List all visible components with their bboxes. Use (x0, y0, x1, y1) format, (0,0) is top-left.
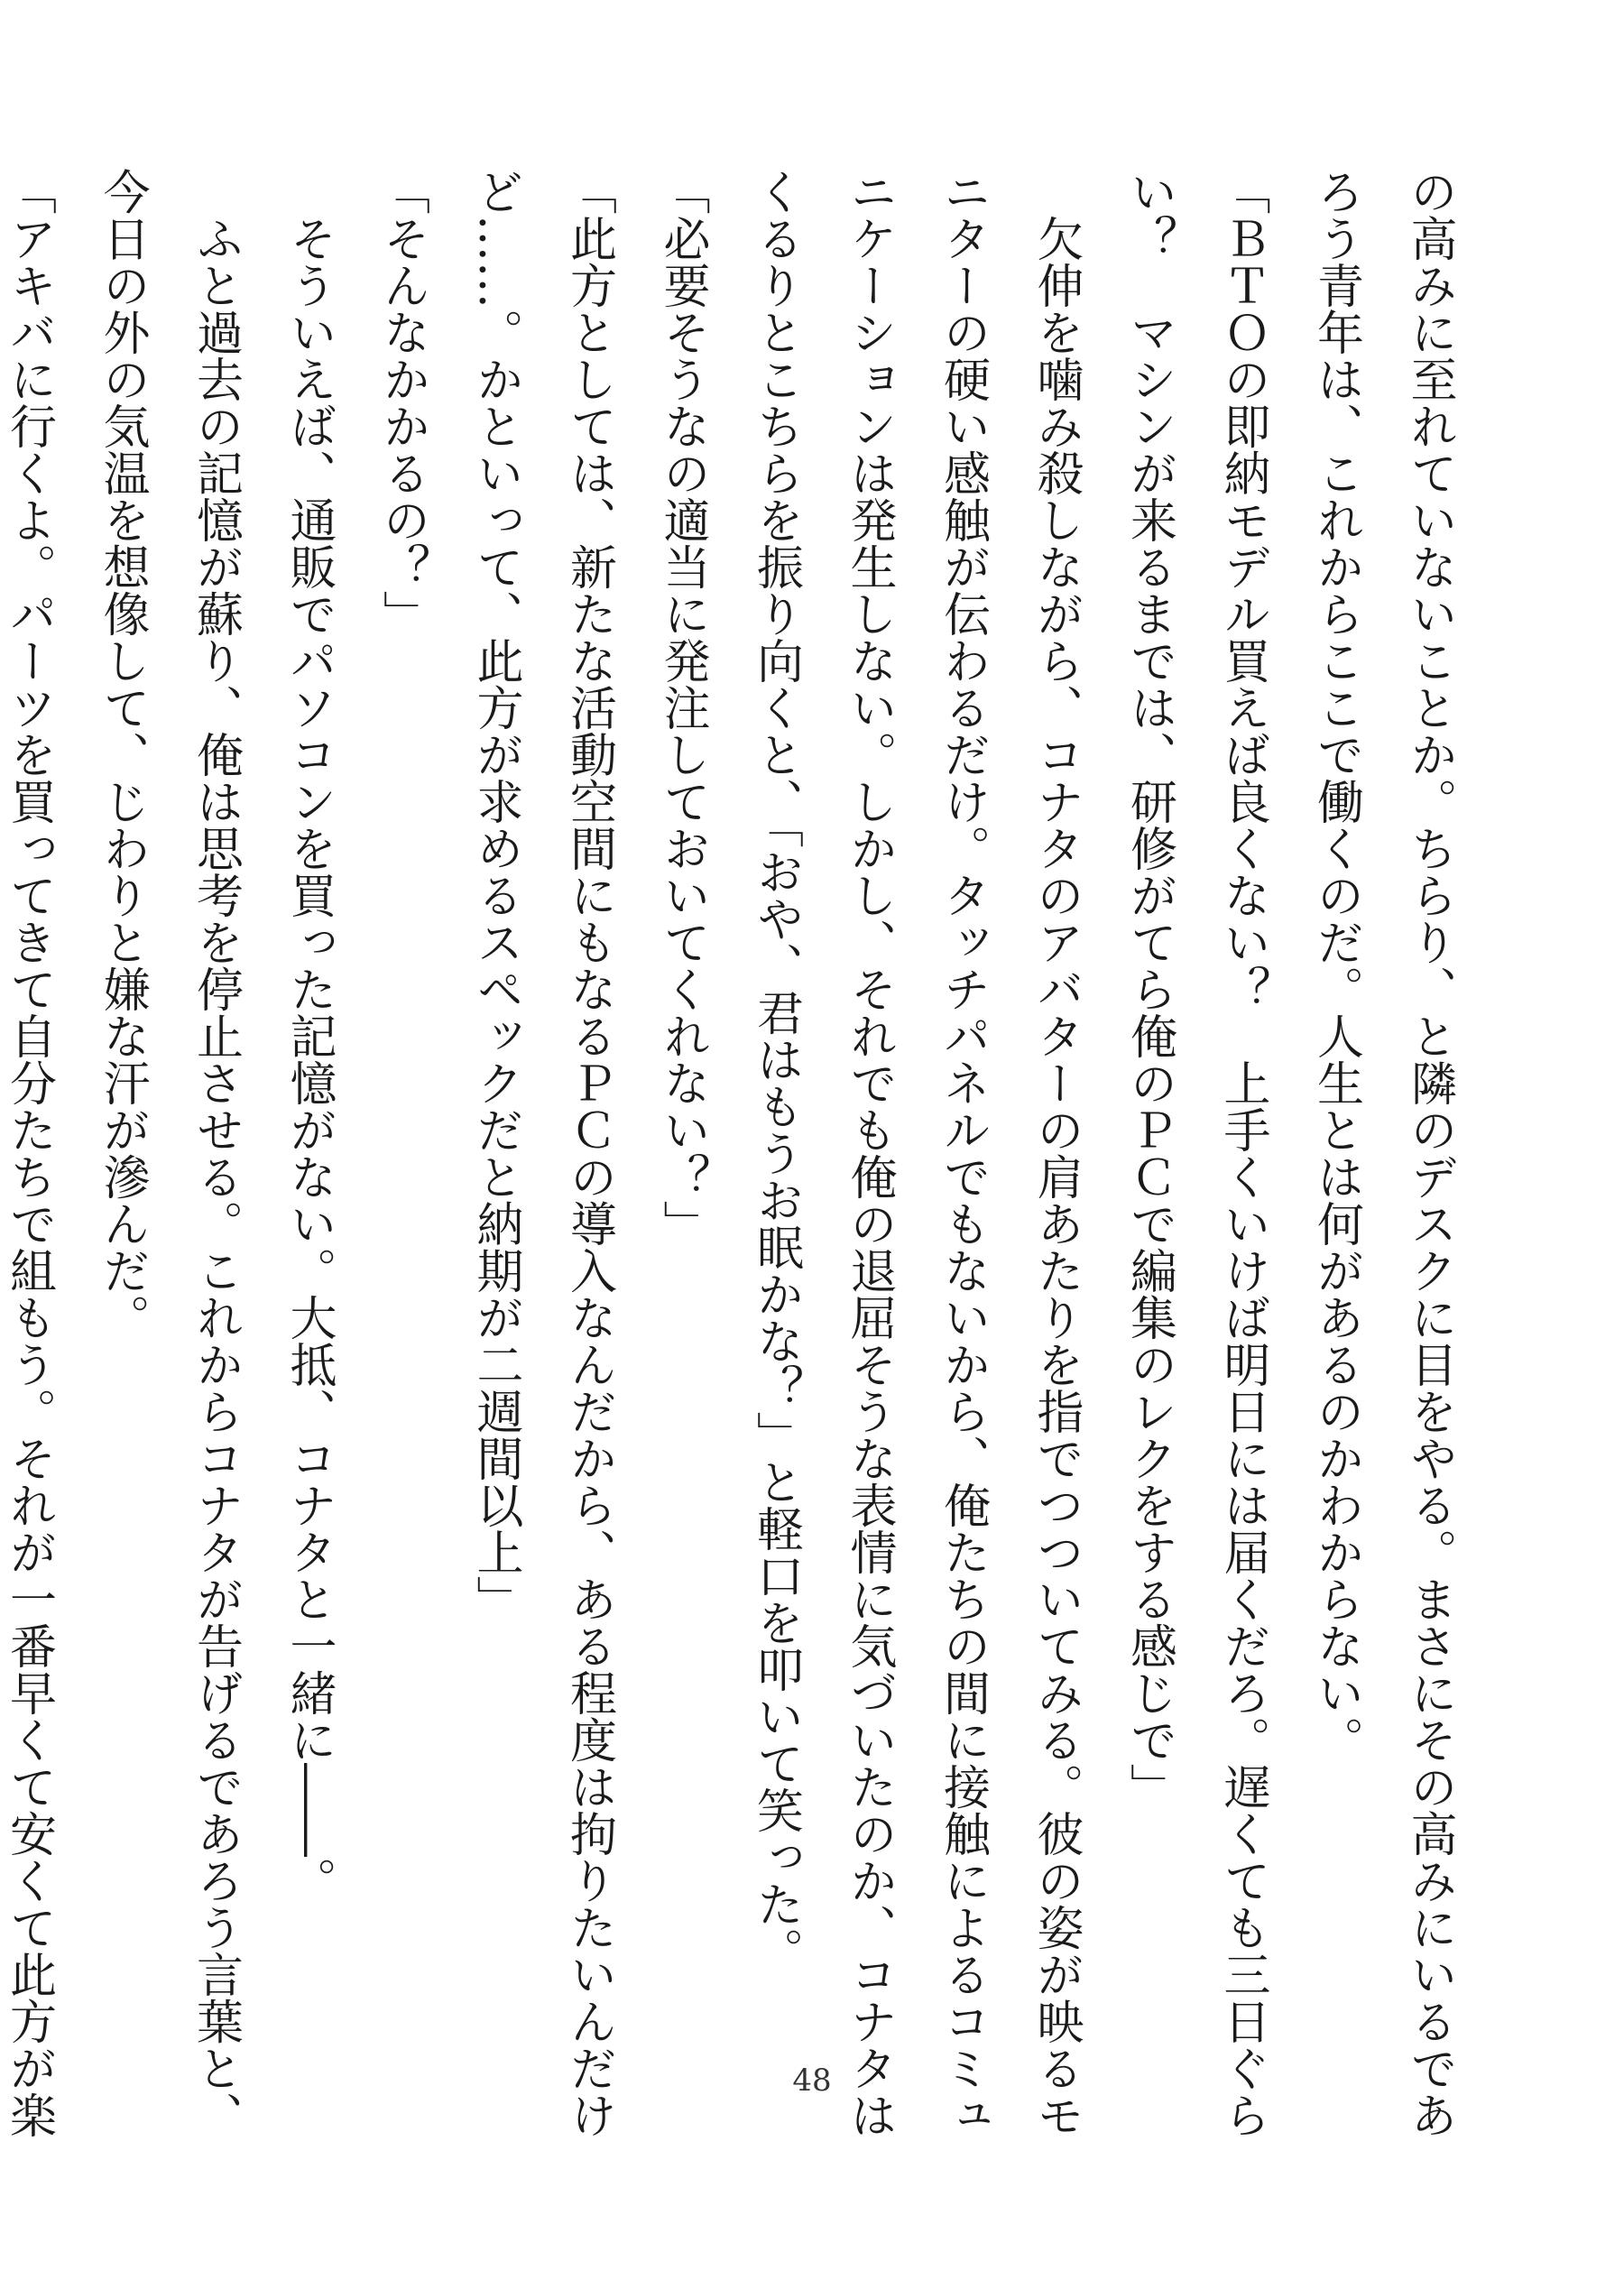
text-column-11: ど……。かといって、此方が求めるスペックだと納期が二週間以上」 (468, 168, 522, 1622)
text-column-4: い？ マシンが来るまでは、研修がてら俺のＰＣで編集のレクをする感じで」 (1121, 168, 1176, 1810)
page-number: 48 (792, 2063, 832, 2099)
text-column-9: 「必要そうなの適当に発注しておいてくれない？」 (655, 168, 709, 1247)
text-column-14: ふと過去の記憶が蘇り、俺は思考を停止させる。これからコナタが告げるであろう言葉と、 (188, 168, 243, 2138)
text-column-6: ニターの硬い感触が伝わるだけ。タッチパネルでもないから、俺たちの間に接触によるコミュ (935, 168, 990, 2138)
text-column-12: 「そんなかかるの？」 (374, 168, 429, 637)
text-column-8: くるりとこちらを振り向くと、「おや、君はもうお眠かな？」と軽口を叩いて笑った。 (748, 168, 803, 1974)
text-column-3: 「ＢＴＯの即納モデル買えば良くない？ 上手くいけば明日には届くだろ。遅くても三日ぐら (1215, 168, 1269, 2138)
text-column-7: ニケーションは発生しない。しかし、それでも俺の退屈そうな表情に気づいたのか、コナタは (842, 168, 896, 2138)
text-column-16: 「アキバに行くよ。パーツを買ってきて自分たちで組もう。それが一番早くて安くて此方が楽 (1, 168, 56, 2138)
text-column-13: そういえば、通販でパソコンを買った記憶がない。大抵、コナタと一緒に――。 (281, 168, 336, 1904)
text-column-1: の高みに至れていないことか。ちらり、と隣のデスクに目をやる。まさにその高みにいるであ (1402, 168, 1456, 2138)
text-column-15: 今日の外の気温を想像して、じわりと嫌な汗が滲んだ。 (95, 168, 149, 1341)
text-column-2: ろう青年は、これからここで働くのだ。人生とは何があるのかわからない。 (1308, 168, 1363, 1763)
text-column-5: 欠伸を噛み殺しながら、コナタのアバターの肩あたりを指でつついてみる。彼の姿が映るモ (1029, 168, 1083, 2138)
text-column-10: 「此方としては、新たな活動空間にもなるＰＣの導入なんだから、ある程度は拘りたいんだけ (561, 168, 616, 2138)
